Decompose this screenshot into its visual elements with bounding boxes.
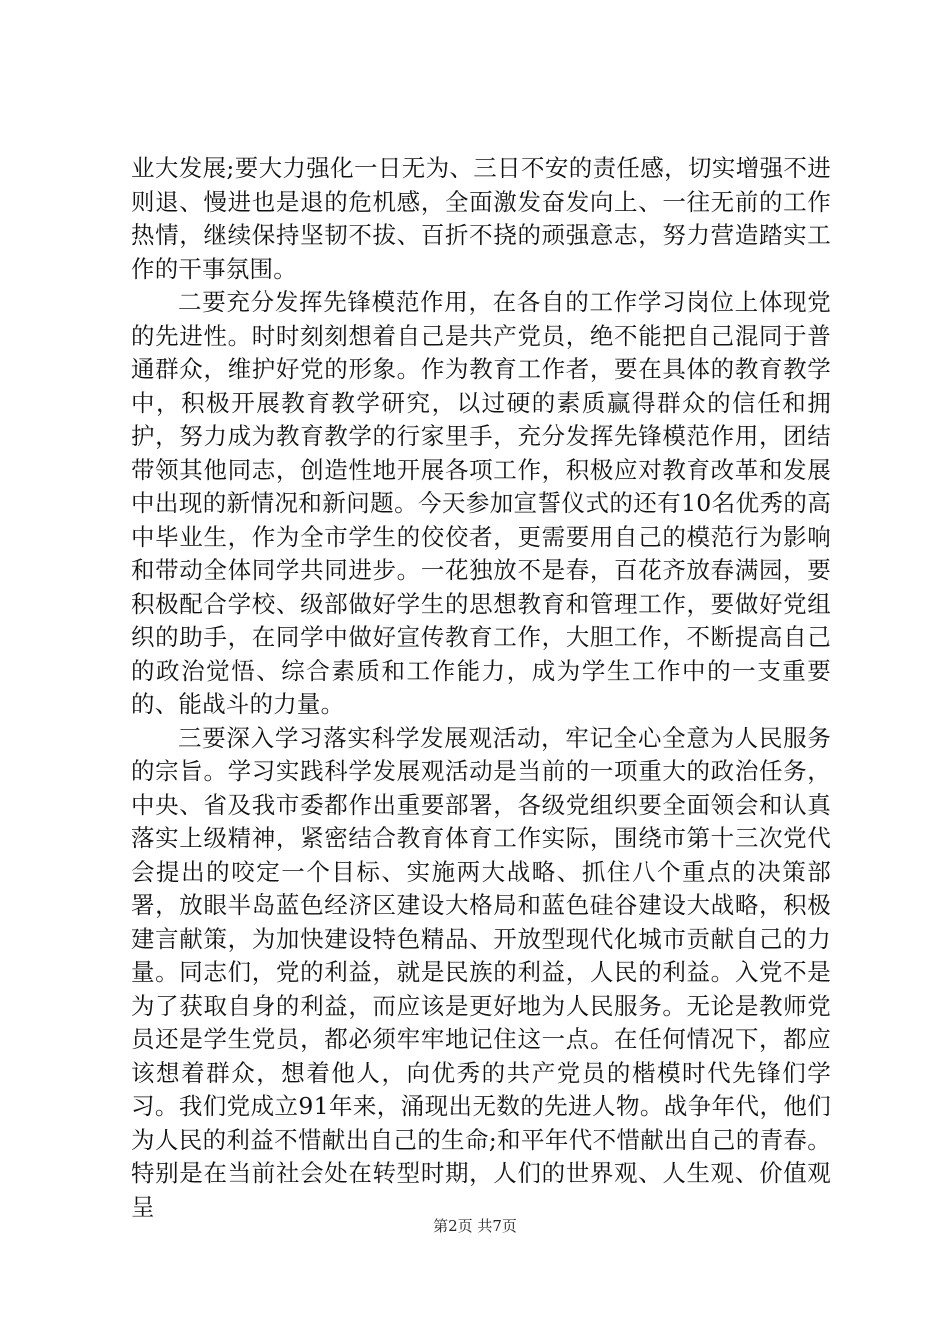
document-body	[131, 152, 831, 1224]
paragraph-second-requirement: 二要充分发挥先锋模范作用，在各自的工作学习岗位上体现党的先进性。时时刻刻想着自己是共产党员，绝不能把自己混同于普通群众，维护好党的形象。作为教育工作者，要在具体的教育教学中，积极开展教育教学研究，以过硬的素质赢得群众的信任和拥护，努力成为教育教学的行家里手，充分发挥先锋模范作用，团结带领其他同志，创造性地开展各项工作，积极应对教育改革和发展中出现的新情况和新问题。今天参加宣誓仪式的还有10名优秀的高中毕业生，作为全市学生的佼佼者，更需要用自己的模范行为影响和带动全体同学共同进步。一花独放不是春，百花齐放春满园，要积极配合学校、级部做好学生的思想教育和管理工作，要做好党组织的助手，在同学中做好宣传教育工作，大胆工作，不断提高自己的政治觉悟、综合素质和工作能力，成为学生工作中的一支重要的、能战斗的力量。	[131, 288, 831, 718]
paragraph-continuation: 业大发展;要大力强化一日无为、三日不安的责任感，切实增强不进则退、慢进也是退的危机感，全面激发奋发向上、一往无前的工作热情，继续保持坚韧不拔、百折不挠的顽强意志，努力营造踏实工作的干事氛围。	[131, 154, 831, 283]
paragraph-third-requirement: 三要深入学习落实科学发展观活动，牢记全心全意为人民服务的宗旨。学习实践科学发展观活动是当前的一项重大的政治任务，中央、省及我市委都作出重要部署，各级党组织要全面领会和认真落实上级精神，紧密结合教育体育工作实际，围绕市第十三次党代会提出的咬定一个目标、实施两大战略、抓住八个重点的决策部署，放眼半岛蓝色经济区建设大格局和蓝色硅谷建设大战略，积极建言献策，为加快建设特色精品、开放型现代化城市贡献自己的力量。同志们，党的利益，就是民族的利益，人民的利益。入党不是为了获取自身的利益，而应该是更好地为人民服务。无论是教师党员还是学生党员，都必须牢牢地记住这一点。在任何情况下，都应该想着群众，想着他人，向优秀的共产党员的楷模时代先锋们学习。我们党成立91年来，涌现出无数的先进人物。战争年代，他们为人民的利益不惜献出自己的生命;和平年代不惜献出自己的青春。特别是在当前社会处在转型时期，人们的世界观、人生观、价值观呈	[131, 723, 831, 1221]
page-number-footer: 第2页 共7页	[433, 1217, 517, 1235]
